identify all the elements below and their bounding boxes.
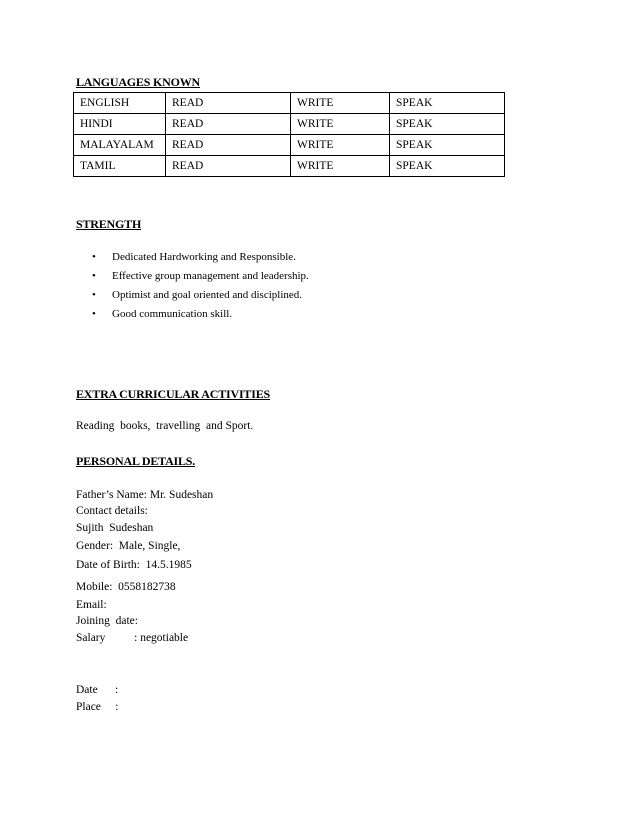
write-cell: WRITE [291,135,390,156]
gender-marital-status: Gender: Male, Single, [76,540,181,552]
bullet-icon: • [92,289,96,301]
speak-cell: SPEAK [390,156,505,177]
speak-cell: SPEAK [390,114,505,135]
language-cell: MALAYALAM [74,135,166,156]
date-of-birth: Date of Birth: 14.5.1985 [76,559,192,571]
write-cell: WRITE [291,156,390,177]
place-line: Place : [76,701,119,713]
salary-line: Salary : negotiable [76,632,189,644]
list-item [92,267,309,286]
list-item [92,305,309,324]
strength-item-text: Effective group management and leadership. [112,270,309,282]
language-cell: TAMIL [74,156,166,177]
language-cell: ENGLISH [74,93,166,114]
mobile-number: Mobile: 0558182738 [76,581,176,593]
speak-cell: SPEAK [390,93,505,114]
write-cell: WRITE [291,93,390,114]
list-item [92,248,309,267]
languages-table [73,92,505,177]
read-cell: READ [166,135,291,156]
strength-item-text: Dedicated Hardworking and Responsible. [112,251,296,263]
read-cell: READ [166,93,291,114]
read-cell: READ [166,114,291,135]
language-cell: HINDI [74,114,166,135]
fathers-name: Father’s Name: Mr. Sudeshan [76,489,214,501]
bullet-icon: • [92,270,96,282]
bullet-icon: • [92,308,96,320]
speak-cell: SPEAK [390,135,505,156]
table-row [74,93,505,114]
strength-heading: STRENGTH [76,217,142,231]
joining-date-label: Joining date: [76,615,138,627]
contact-details-label: Contact details: [76,505,148,517]
extra-curricular-heading: EXTRA CURRICULAR ACTIVITIES [76,387,270,401]
email-label: Email: [76,599,107,611]
read-cell: READ [166,156,291,177]
date-line: Date : [76,684,119,696]
strength-item-text: Good communication skill. [112,308,233,320]
strength-list [92,248,309,324]
bullet-icon: • [92,251,96,263]
table-row [74,114,505,135]
candidate-name: Sujith Sudeshan [76,522,154,534]
list-item [92,286,309,305]
write-cell: WRITE [291,114,390,135]
personal-details-heading: PERSONAL DETAILS. [76,454,196,468]
table-row [74,156,505,177]
extra-curricular-text: Reading books, travelling and Sport. [76,420,254,432]
strength-item-text: Optimist and goal oriented and disciplined. [112,289,303,301]
table-row [74,135,505,156]
languages-heading: LANGUAGES KNOWN [76,75,201,89]
